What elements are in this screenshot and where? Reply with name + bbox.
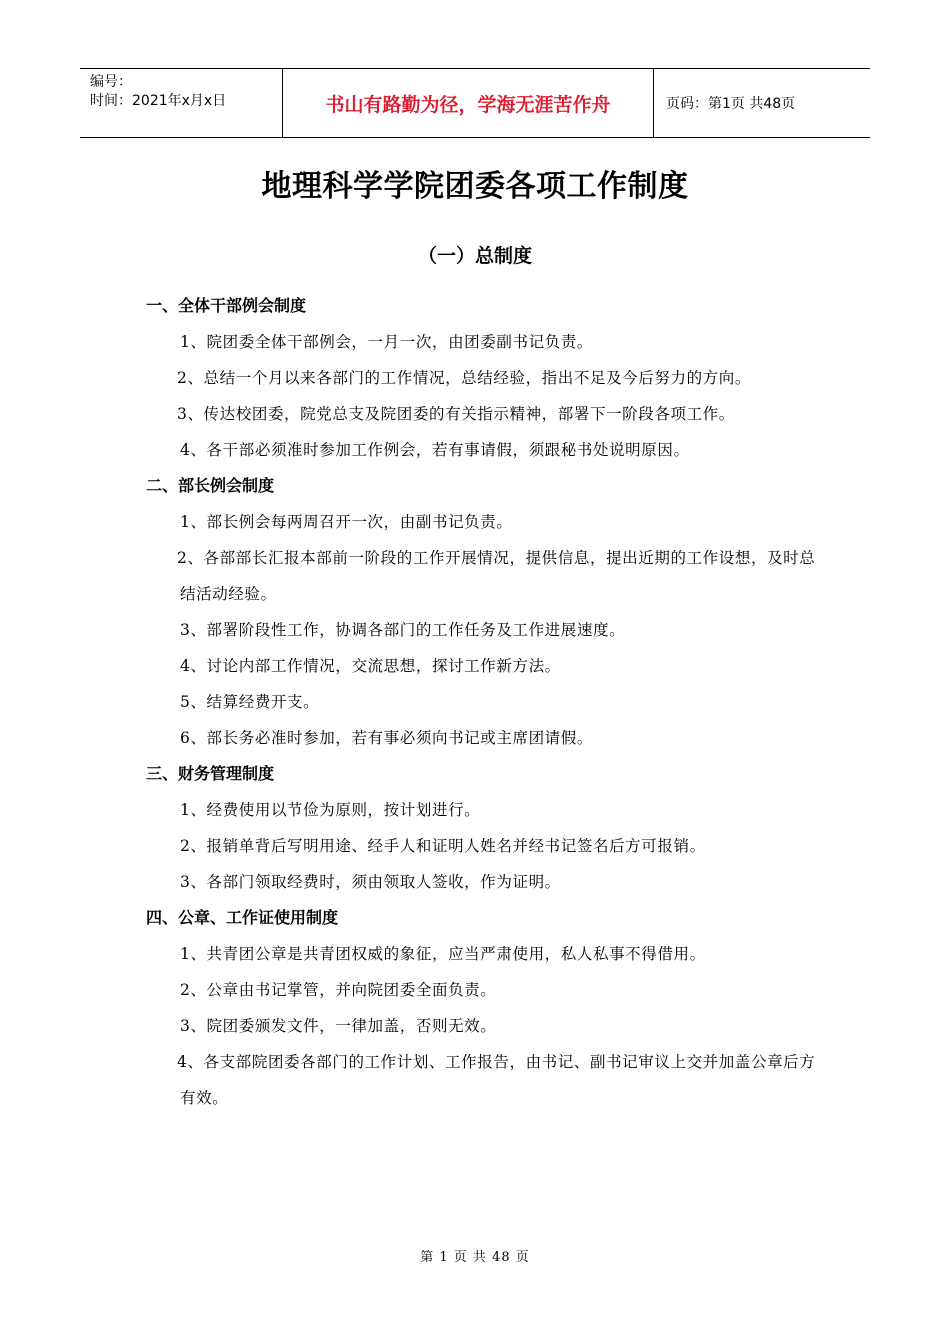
header-meta [80, 69, 282, 137]
list-item: 2、各部部长汇报本部前一阶段的工作开展情况，提供信息，提出近期的工作设想，及时总结活动经验。 [177, 549, 816, 603]
list-item: 3、传达校团委，院党总支及院团委的有关指示精神，部署下一阶段各项工作。 [177, 405, 735, 423]
list-item: 1、共青团公章是共青团权威的象征，应当严肃使用，私人私事不得借用。 [180, 945, 706, 963]
section-heading: 四、公章、工作证使用制度 [146, 908, 339, 927]
header-motto: 书山有路勤为径，学海无涯苦作舟 [282, 69, 654, 137]
list-item: 5、结算经费开支。 [180, 693, 320, 711]
list-item: 4、各干部必须准时参加工作例会，若有事请假，须跟秘书处说明原因。 [180, 441, 690, 459]
list-item: 2、报销单背后写明用途、经手人和证明人姓名并经书记签名后方可报销。 [180, 837, 706, 855]
list-item: 4、讨论内部工作情况，交流思想，探讨工作新方法。 [180, 657, 561, 675]
list-item: 6、部长务必准时参加，若有事必须向书记或主席团请假。 [180, 729, 593, 747]
list-item: 1、经费使用以节俭为原则，按计划进行。 [180, 801, 481, 819]
list-item: 1、院团委全体干部例会，一月一次，由团委副书记负责。 [180, 333, 593, 351]
section-minister-meeting [0, 468, 950, 756]
list-item: 2、总结一个月以来各部门的工作情况，总结经验，指出不足及今后努力的方向。 [177, 369, 751, 387]
list-item: 4、各支部院团委各部门的工作计划、工作报告，由书记、副书记审议上交并加盖公章后方有效。 [177, 1053, 816, 1107]
list-item: 3、部署阶段性工作，协调各部门的工作任务及工作进展速度。 [180, 621, 626, 639]
document-title: 地理科学学院团委各项工作制度 [261, 169, 689, 204]
list-item: 3、各部门领取经费时，须由领取人签收，作为证明。 [180, 873, 561, 891]
section-heading: 二、部长例会制度 [146, 476, 275, 495]
document-number: 编号： [90, 74, 132, 90]
document-subtitle: （一）总制度 [417, 245, 532, 267]
page-header [80, 68, 870, 138]
list-item: 2、公章由书记掌管，并向院团委全面负责。 [180, 981, 497, 999]
list-item: 1、部长例会每两周召开一次，由副书记负责。 [180, 513, 513, 531]
list-item: 3、院团委颁发文件，一律加盖，否则无效。 [180, 1017, 497, 1035]
section-finance [0, 756, 950, 900]
document-body [0, 288, 950, 1116]
document-date: 时间：2021年x月x日 [90, 93, 227, 109]
page-footer: 第 1 页 共 48 页 [420, 1250, 530, 1265]
section-meeting-all-cadres [0, 288, 950, 468]
section-seal-usage [0, 900, 950, 1116]
section-heading: 一、全体干部例会制度 [146, 296, 307, 315]
section-heading: 三、财务管理制度 [146, 764, 275, 783]
header-page-info: 页码：第1页 共48页 [666, 96, 796, 112]
